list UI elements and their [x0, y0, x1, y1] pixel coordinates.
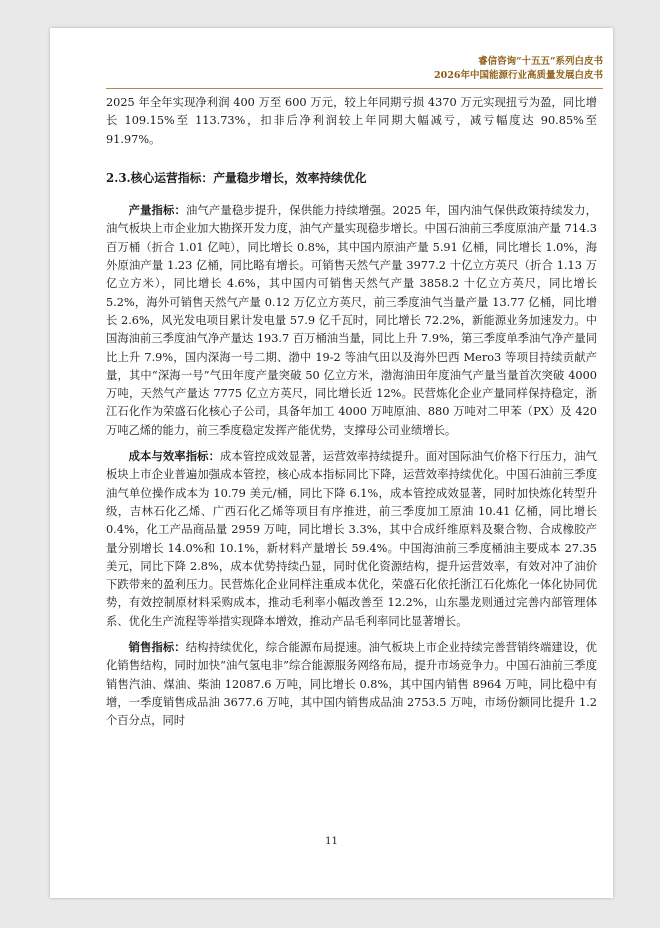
sales-paragraph: [106, 638, 597, 730]
header-series-title: 睿信咨询“十五五”系列白皮书: [478, 56, 603, 67]
page-number: 11: [325, 836, 338, 847]
production-lead: 产量指标：: [128, 203, 186, 218]
page-header: [434, 55, 603, 83]
document-page: [50, 28, 613, 898]
production-text: 油气产量稳步提升，保供能力持续增强。2025 年，国内油气保供政策持续发力，油气板块上市企业加大勘探开发力度，油气产量实现稳步增长。中国石油前三季度原油产量 714.3 百万桶（折合 1.01 亿吨），同比增长 0.8%，其中国内原油产量 5.91 亿桶，同比增长 1.0%，海外原油产量 1.23 亿桶，同比略有增长。可销售天然气产量 3977.2 十亿立方英尺（折合 1.13 万亿立方米），同比增长 4.6%，其中国内可销售天然气产量 3858.2 十亿立方英尺，同比增长 5.2%，海外可销售天然气产量 0.12 万亿立方英尺，前三季度油气当量产量 13.77 亿桶，同比增长 2.6%，风光发电项目累计发电量 57.9 亿千瓦时，同比增长 72.2%，新能源业务加速发力。中国海油前三季度油气净产量达 193.7 百万桶油当量，同比上升 7.9%，第三季度单季油气净产量同比上升 7.9%，国内深海一号二期、渤中 19-2 等油气田以及海外巴西 Mero3 等项目持续贡献产量，其中“深海一号”气田年度产量突破 50 亿立方米，渤海油田年度油气产量当量首次突破 4000 万吨，天然气产量达 7775 亿立方英尺，同比增长近 12%。民营炼化企业产量同样保持稳定，浙江石化作为荣盛石化核心子公司，具备年加工 4000 万吨原油、880 万吨对二甲苯（PX）及 420 万吨乙烯的能力，前三季度稳定发挥产能优势，支撑母公司业绩增长。: [106, 204, 597, 437]
sales-lead: 销售指标：: [128, 640, 186, 655]
body-text: [106, 94, 597, 731]
section-heading: 2.3.核心运营指标：产量稳步增长，效率持续优化: [106, 170, 367, 185]
cost-lead: 成本与效率指标：: [128, 449, 221, 464]
intro-paragraph: 2025 年全年实现净利润 400 万至 600 万元，较上年同期亏损 4370 万元实现扭亏为盈，同比增长 109.15%至 113.73%，扣非后净利润较上年同期大幅减亏，减亏幅度达 90.85%至 91.97%。: [106, 96, 597, 146]
sales-text: 结构持续优化，综合能源布局提速。油气板块上市企业持续完善营销终端建设，优化销售结构，同时加快“油气氢电非”综合能源服务网络布局，提升市场竞争力。中国石油前三季度销售汽油、煤油、柴油 12087.6 万吨，同比增长 0.8%，其中国内销售 8964 万吨，同比稳中有增，一季度销售成品油 3677.6 万吨，其中国内销售成品油 2753.5 万吨，市场份额同比提升 1.2 个百分点，同时: [106, 641, 597, 728]
header-report-title: 2026年中国能源行业高质量发展白皮书: [434, 70, 603, 81]
cost-paragraph: [106, 447, 597, 631]
production-paragraph: [106, 201, 597, 440]
cost-text: 成本管控成效显著，运营效率持续提升。面对国际油气价格下行压力，油气板块上市企业普遍加强成本管控，核心成本指标同比下降，运营效率持续优化。中国石油前三季度油气单位操作成本为 10.79 美元/桶，同比下降 6.1%，成本管控成效显著，同时加快炼化转型升级，吉林石化乙烯、广西石化乙烯等项目有序推进，前三季度加工原油 10.41 亿桶，同比增长 0.4%，化工产品商品量 2959 万吨，同比增长 3.3%，其中合成纤维原料及聚合物、合成橡胶产量分别增长 14.0%和 10.1%，新材料产量增长 59.4%。中国海油前三季度桶油主要成本 27.35 美元，同比下降 2.8%，成本优势持续凸显，同时优化资源结构，提升运营效率，有效对冲了油价下跌带来的盈利压力。民营炼化企业同样注重成本优化，荣盛石化依托浙江石化炼化一体化协同优势，有效控制原材料采购成本，推动毛利率小幅改善至 12.2%，山东墨龙则通过完善内部管理体系、优化生产流程等举措实现降本增效，推动产品毛利率同比显著增长。: [106, 450, 597, 628]
header-divider: [106, 88, 603, 89]
